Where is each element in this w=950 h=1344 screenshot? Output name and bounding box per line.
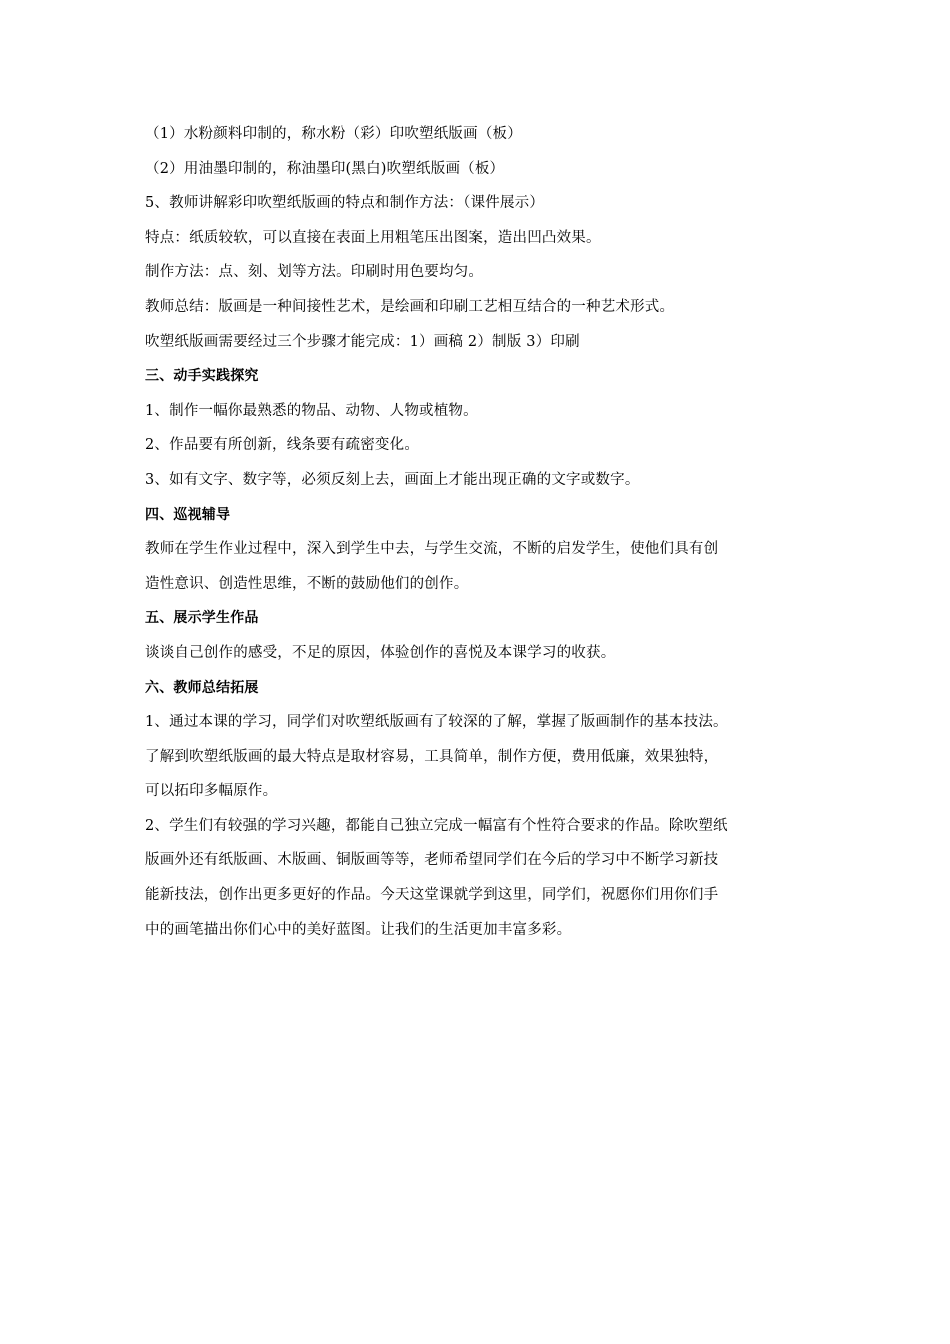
paragraph-line: 谈谈自己创作的感受，不足的原因，体验创作的喜悦及本课学习的收获。 — [145, 644, 616, 661]
paragraph-line: 能新技法，创作出更多更好的作品。今天这堂课就学到这里，同学们，祝愿你们用你们手 — [145, 887, 719, 904]
paragraph-line: 教师总结：版画是一种间接性艺术，是绘画和印刷工艺相互结合的一种艺术形式。 — [145, 298, 675, 315]
paragraph-line: 了解到吹塑纸版画的最大特点是取材容易，工具简单，制作方便，费用低廉，效果独特， — [145, 748, 719, 765]
section-heading-guidance: 四、巡视辅导 — [145, 506, 231, 523]
paragraph-line: 版画外还有纸版画、木版画、铜版画等等，老师希望同学们在今后的学习中不断学习新技 — [145, 852, 719, 869]
section-heading-summary: 六、教师总结拓展 — [145, 679, 259, 696]
list-item: 1、制作一幅你最熟悉的物品、动物、人物或植物。 — [145, 402, 478, 419]
paragraph-line: 教师在学生作业过程中，深入到学生中去，与学生交流，不断的启发学生，使他们具有创 — [145, 541, 719, 558]
section-heading-showcase: 五、展示学生作品 — [145, 610, 259, 627]
paragraph-line: 1、通过本课的学习，同学们对吹塑纸版画有了较深的了解，掌握了版画制作的基本技法。 — [145, 714, 728, 731]
paragraph-line: 制作方法：点、刻、划等方法。印刷时用色要均匀。 — [145, 264, 484, 281]
paragraph-line: 可以拓印多幅原作。 — [145, 783, 278, 800]
list-item: 2、作品要有所创新，线条要有疏密变化。 — [145, 437, 420, 454]
list-item: 3、如有文字、数字等，必须反刻上去，画面上才能出现正确的文字或数字。 — [145, 471, 640, 488]
document-page — [145, 117, 815, 947]
paragraph-line: 特点：纸质较软，可以直接在表面上用粗笔压出图案，造出凹凸效果。 — [145, 229, 601, 246]
paragraph-line: 中的画笔描出你们心中的美好蓝图。让我们的生活更加丰富多彩。 — [145, 921, 572, 938]
paragraph-line: 5、教师讲解彩印吹塑纸版画的特点和制作方法：（课件展示） — [145, 195, 545, 212]
paragraph-line: （1）水粉颜料印制的，称水粉（彩）印吹塑纸版画（板） — [145, 126, 522, 142]
section-heading-practice: 三、动手实践探究 — [145, 368, 259, 385]
paragraph-line: （2）用油墨印制的，称油墨印(黑白)吹塑纸版画（板） — [145, 160, 505, 177]
paragraph-line: 造性意识、创造性思维，不断的鼓励他们的创作。 — [145, 575, 469, 592]
paragraph-line: 吹塑纸版画需要经过三个步骤才能完成：1）画稿 2）制版 3）印刷 — [145, 333, 580, 350]
paragraph-line: 2、学生们有较强的学习兴趣，都能自己独立完成一幅富有个性符合要求的作品。除吹塑纸 — [145, 817, 728, 834]
